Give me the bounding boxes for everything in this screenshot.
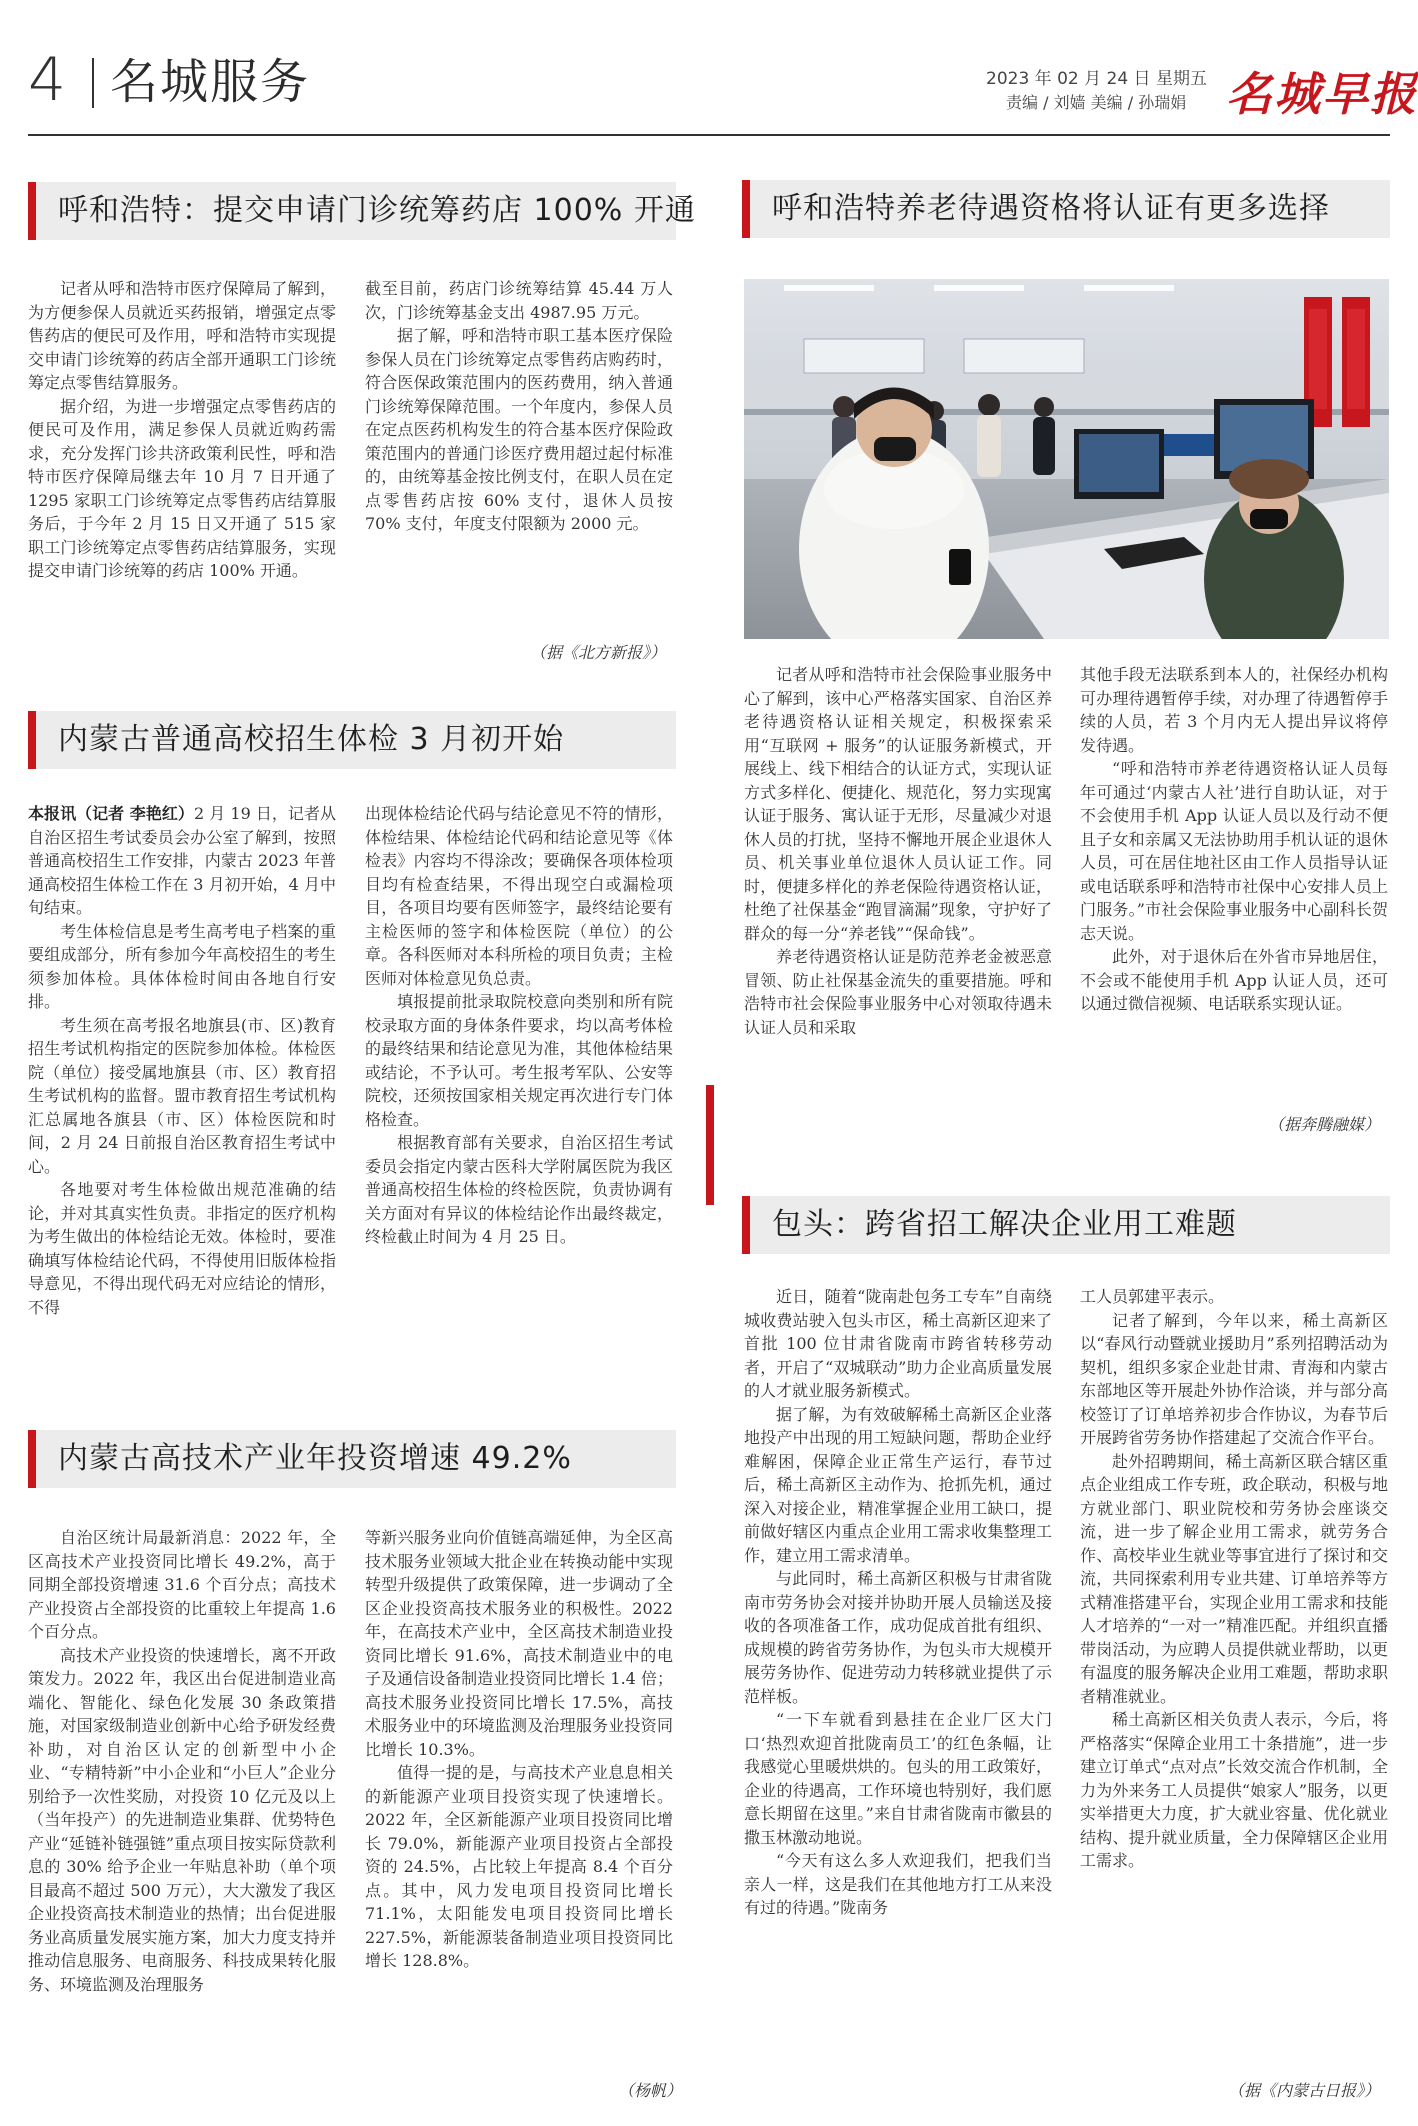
article5-col2 <box>1080 1285 1388 1873</box>
article5-paragraph: 工人员郭建平表示。 <box>1080 1287 1225 1306</box>
article5-paragraph: 记者了解到，今年以来，稀土高新区以“春风行动暨就业援助月”系列招聘活动为契机，组织多家企业赴甘肃、青海和内蒙古东部地区等开展赴外协作洽谈，并与部分高校签订了订单培养初步合作协议，为春节后开展跨省劳务协作搭建起了交流合作平台。 <box>1080 1310 1388 1447</box>
article2-lead-text: 2 月 19 日，记者从自治区招生考试委员会办公室了解到，按照普通高校招生工作安排，内蒙古 2023 年普通高校招生体检工作在 3 月初开始，4 月中旬结束。 <box>28 804 336 917</box>
article2-paragraph: 出现体检结论代码与结论意见不符的情形，体检结果、体检结论代码和结论意见等《体检表》内容均不得涂改；要确保各项体检项目均有检查结果，不得出现空白或漏检项目，各项目均要有医师签字，最终结论要有主检医师的签字和体检医院（单位）的公章。各科医师对本科所检的项目负责；主检医师对体检意见负总责。 <box>365 804 673 988</box>
article1-source: （据《北方新报》） <box>530 643 667 662</box>
article5-paragraph: 近日，随着“陇南赴包务工专车”自南绕城收费站驶入包头市区，稀土高新区迎来了首批 100 位甘肃省陇南市跨省转移劳动者，开启了“双城联动”助力企业高质量发展的人才就业服务新模式。 <box>744 1287 1052 1400</box>
article2-paragraph: 考生体检信息是考生高考电子档案的重要组成部分，所有参加今年高校招生的考生须参加体检。具体体检时间由各地自行安排。 <box>28 921 336 1011</box>
section-title: 名城服务 <box>110 54 311 110</box>
page-number: 4 <box>28 45 67 115</box>
article4-paragraph: 其他手段无法联系到本人的，社保经办机构可办理待遇暂停手续，对办理了待遇暂停手续的人员，若 3 个月内无人提出异议将停发待遇。 <box>1080 665 1388 755</box>
article1-headline: 呼和浩特：提交申请门诊统筹药店 100% 开通 <box>58 193 696 228</box>
article2-paragraph: 填报提前批录取院校意向类别和所有院校录取方面的身体条件要求，均以高考体检的最终结果和结论意见为准，其他体检结果或结论，不予认可。考生报考军队、公安等院校，还须按国家相关规定再次进行专门体格检查。 <box>365 992 673 1129</box>
article2-byline: 本报讯（记者 李艳红） <box>28 804 194 823</box>
masthead-rule <box>28 134 1390 136</box>
article3-paragraph: 值得一提的是，与高技术产业息息相关的新能源产业项目投资实现了快速增长。2022 年，全区新能源产业项目投资同比增长 79.0%，新能源产业项目投资占全部投资的 24.5%，占比较上年提高 8.4 个百分点。其中，风力发电项目投资同比增长 71.1%，太阳能发电项目投资同比增长 227.5%，新能源装备制造业项目投资同比增长 128.8%。 <box>365 1763 673 1970</box>
article1-paragraph: 据了解，呼和浩特市职工基本医疗保险参保人员在门诊统筹定点零售药店购药时，符合医保政策范围内的医药费用，纳入普通门诊统筹保障范围。一个年度内，参保人员在定点医药机构发生的符合基本医疗保险政策范围内的普通门诊医疗费用超过起付标准的，由统筹基金按比例支付，在职人员在定点零售药店按 60% 支付，退休人员按 70% 支付，年度支付限额为 2000 元。 <box>365 326 673 533</box>
article4-paragraph: 养老待遇资格认证是防范养老金被恶意冒领、防止社保基金流失的重要措施。呼和浩特市社会保险事业服务中心对领取待遇未认证人员和采取 <box>744 947 1052 1037</box>
article3-paragraph: 高技术产业投资的快速增长，离不开政策发力。2022 年，我区出台促进制造业高端化、智能化、绿色化发展 30 条政策措施，对国家级制造业创新中心给予研发经费补助，对自治区认定的创新型中小企业、“专精特新”中小企业和“小巨人”企业分别给予一次性奖励，对投资 10 亿元及以上（当年投产）的先进制造业集群、优势特色产业“延链补链强链”重点项目按实际贷款利息的 30% 给予企业一年贴息补助（单个项目最高不超过 500 万元），大大激发了我区企业投资高技术制造业的热情；出台促进服务业高质量发展实施方案，加大力度支持并推动信息服务、电商服务、科技成果转化服务、环境监测及治理服务 <box>28 1645 336 1994</box>
article4-source: （据奔腾融媒） <box>1268 1115 1381 1134</box>
article4-paragraph: 记者从呼和浩特市社会保险事业服务中心了解到，该中心严格落实国家、自治区养老待遇资格认证相关规定，积极探索采用“互联网 + 服务”的认证服务新模式，开展线上、线下相结合的认证方式，实现认证方式多样化、便捷化、规范化，努力实现寓认证于服务、寓认证于无形，尽量减少对退休人员的打扰，坚持不懈地开展企业退休人员、机关事业单位退休人员认证工作。同时，便捷多样化的养老保险待遇资格认证，杜绝了社保基金“跑冒滴漏”现象，守护好了群众的每一分“养老钱”“保命钱”。 <box>744 665 1052 943</box>
article3-col1 <box>28 1526 336 1996</box>
article4-headline: 呼和浩特养老待遇资格将认证有更多选择 <box>772 191 1330 226</box>
masthead-divider <box>92 58 94 108</box>
article5-paragraph: 稀土高新区相关负责人表示，今后，将严格落实“保障企业用工十条措施”，进一步建立订单式“点对点”长效交流合作机制，全力为外来务工人员提供“娘家人”服务，以更实举措更大力度，扩大就业容量、优化就业结构、提升就业质量，全力保障辖区企业用工需求。 <box>1080 1710 1388 1870</box>
article2-col1 <box>28 802 336 1319</box>
article3-source: （杨帆） <box>618 2081 683 2100</box>
article1-col2 <box>365 277 673 536</box>
article5-col1 <box>744 1285 1052 1920</box>
article1-headline-bar <box>28 182 696 240</box>
article3-headline-bar <box>28 1430 676 1488</box>
article5-headline: 包头：跨省招工解决企业用工难题 <box>772 1207 1237 1242</box>
service-hall-photo <box>744 279 1389 639</box>
article2-paragraph: 各地要对考生体检做出规范准确的结论，并对其真实性负责。非指定的医疗机构为考生做出的体检结论无效。体检时，要准确填写体检结论代码，不得使用旧版体检指导意见，不得出现代码无对应结论的情形，不得 <box>28 1180 336 1317</box>
article3-paragraph: 自治区统计局最新消息：2022 年，全区高技术产业投资同比增长 49.2%，高于同期全部投资增速 31.6 个百分点；高技术产业投资占全部投资的比重较上年提高 1.6 个百分点。 <box>28 1528 336 1641</box>
article4-col2 <box>1080 663 1388 1016</box>
masthead <box>28 28 1418 128</box>
article1-paragraph: 据介绍，为进一步增强定点零售药店的便民可及作用，满足参保人员就近购药需求，充分发挥门诊共济政策利民性，呼和浩特市医疗保障局继去年 10 月 7 日开通了 1295 家职工门诊统筹定点零售药店结算服务后，于今年 2 月 15 日又开通了 515 家职工门诊统筹定点零售药店结算服务，实现提交申请门诊统筹的药店 100% 开通。 <box>28 396 336 580</box>
column-accent-bar <box>706 1085 714 1205</box>
article2-headline: 内蒙古普通高校招生体检 3 月初开始 <box>58 722 565 757</box>
article2-paragraph <box>28 802 336 920</box>
service-hall-photo-illustration <box>744 279 1389 639</box>
issue-date: 2023 年 02 月 24 日 星期五 <box>986 69 1207 89</box>
article2-col2 <box>365 802 673 1249</box>
article1-paragraph: 截至目前，药店门诊统筹结算 45.44 万人次，门诊统筹基金支出 4987.95 万元。 <box>365 279 673 322</box>
article5-paragraph: 与此同时，稀土高新区积极与甘肃省陇南市劳务协会对接并协助开展人员输送及接收的各项准备工作，成功促成首批有组织、成规模的跨省劳务协作，为包头市大规模开展劳务协作、促进劳动力转移就业提供了示范样板。 <box>744 1569 1052 1706</box>
article4-paragraph: “呼和浩特市养老待遇资格认证人员每年可通过‘内蒙古人社’进行自助认证，对于不会使用手机 App 认证人员以及行动不便且子女和亲属又无法协助用手机认证的退休人员，可在居住地社区由工作人员指导认证或电话联系呼和浩特市社保中心安排人员上门服务。”市社会保险事业服务中心副科长贺志天说。 <box>1080 759 1388 943</box>
article4-col1 <box>744 663 1052 1039</box>
article5-paragraph: 据了解，为有效破解稀土高新区企业落地投产中出现的用工短缺问题，帮助企业纾难解困，保障企业正常生产运行，春节过后，稀土高新区主动作为、抢抓先机，通过深入对接企业，精准掌握企业用工缺口，提前做好辖区内重点企业用工需求收集整理工作，建立用工需求清单。 <box>744 1404 1052 1565</box>
article5-paragraph: “今天有这么多人欢迎我们，把我们当亲人一样，这是我们在其他地方打工从来没有过的待遇。”陇南务 <box>744 1851 1052 1917</box>
article1-paragraph: 记者从呼和浩特市医疗保障局了解到，为方便参保人员就近买药报销，增强定点零售药店的便民可及作用，呼和浩特市实现提交申请门诊统筹的药店全部开通职工门诊统筹定点零售结算服务。 <box>28 279 336 392</box>
newspaper-logo: 名城早报 <box>1226 67 1418 121</box>
article1-col1 <box>28 277 336 583</box>
article2-paragraph: 考生须在高考报名地旗县(市、区)教育招生考试机构指定的医院参加体检。体检医院（单位）接受属地旗县（市、区）教育招生考试机构的监督。盟市教育招生考试机构汇总属地各旗县（市、区）体检医院和时间，2 月 24 日前报自治区教育招生考试中心。 <box>28 1015 336 1176</box>
editors-credit: 责编 / 刘嫱 美编 / 孙瑞娟 <box>1006 93 1187 112</box>
article4-paragraph: 此外，对于退休后在外省市异地居住，不会或不能使用手机 App 认证人员，还可以通过微信视频、电话联系实现认证。 <box>1080 947 1388 1013</box>
article5-paragraph: “一下车就看到悬挂在企业厂区大门口‘热烈欢迎首批陇南员工’的红色条幅，让我感觉心里暖烘烘的。包头的用工政策好，企业的待遇高，工作环境也特别好，我们愿意长期留在这里。”来自甘肃省陇南市徽县的撒玉林激动地说。 <box>744 1710 1052 1847</box>
article3-col2 <box>365 1526 673 1973</box>
article4-headline-bar <box>742 180 1390 238</box>
article5-paragraph: 赴外招聘期间，稀土高新区联合辖区重点企业组成工作专班，政企联动，积极与地方就业部门、职业院校和劳务协会座谈交流，进一步了解企业用工需求，就劳务合作、高校毕业生就业等事宜进行了探讨和交流，共同探索利用专业共建、订单培养等方式精准搭建平台，实现企业用工需求和技能人才培养的“一对一”精准匹配。并组织直播带岗活动，为应聘人员提供就业帮助，以更有温度的服务解决企业用工难题，帮助求职者精准就业。 <box>1080 1451 1388 1706</box>
article2-paragraph: 根据教育部有关要求，自治区招生考试委员会指定内蒙古医科大学附属医院为我区普通高校招生体检的终检医院，负责协调有关方面对有异议的体检结论作出最终裁定，终检截止时间为 4 月 25 日。 <box>365 1133 673 1246</box>
article5-headline-bar <box>742 1196 1390 1254</box>
article2-headline-bar <box>28 711 676 769</box>
article3-headline: 内蒙古高技术产业年投资增速 49.2% <box>58 1441 572 1476</box>
article5-source: （据《内蒙古日报》） <box>1228 2081 1381 2100</box>
article3-paragraph: 等新兴服务业向价值链高端延伸，为全区高技术服务业领域大批企业在转换动能中实现转型升级提供了政策保障，进一步调动了全区企业投资高技术服务业的积极性。2022 年，在高技术产业中，全区高技术制造业投资同比增长 91.6%，高技术制造业中的电子及通信设备制造业投资同比增长 1.4 倍；高技术服务业投资同比增长 17.5%，高技术服务业中的环境监测及治理服务业投资同比增长 10.3%。 <box>365 1528 673 1759</box>
